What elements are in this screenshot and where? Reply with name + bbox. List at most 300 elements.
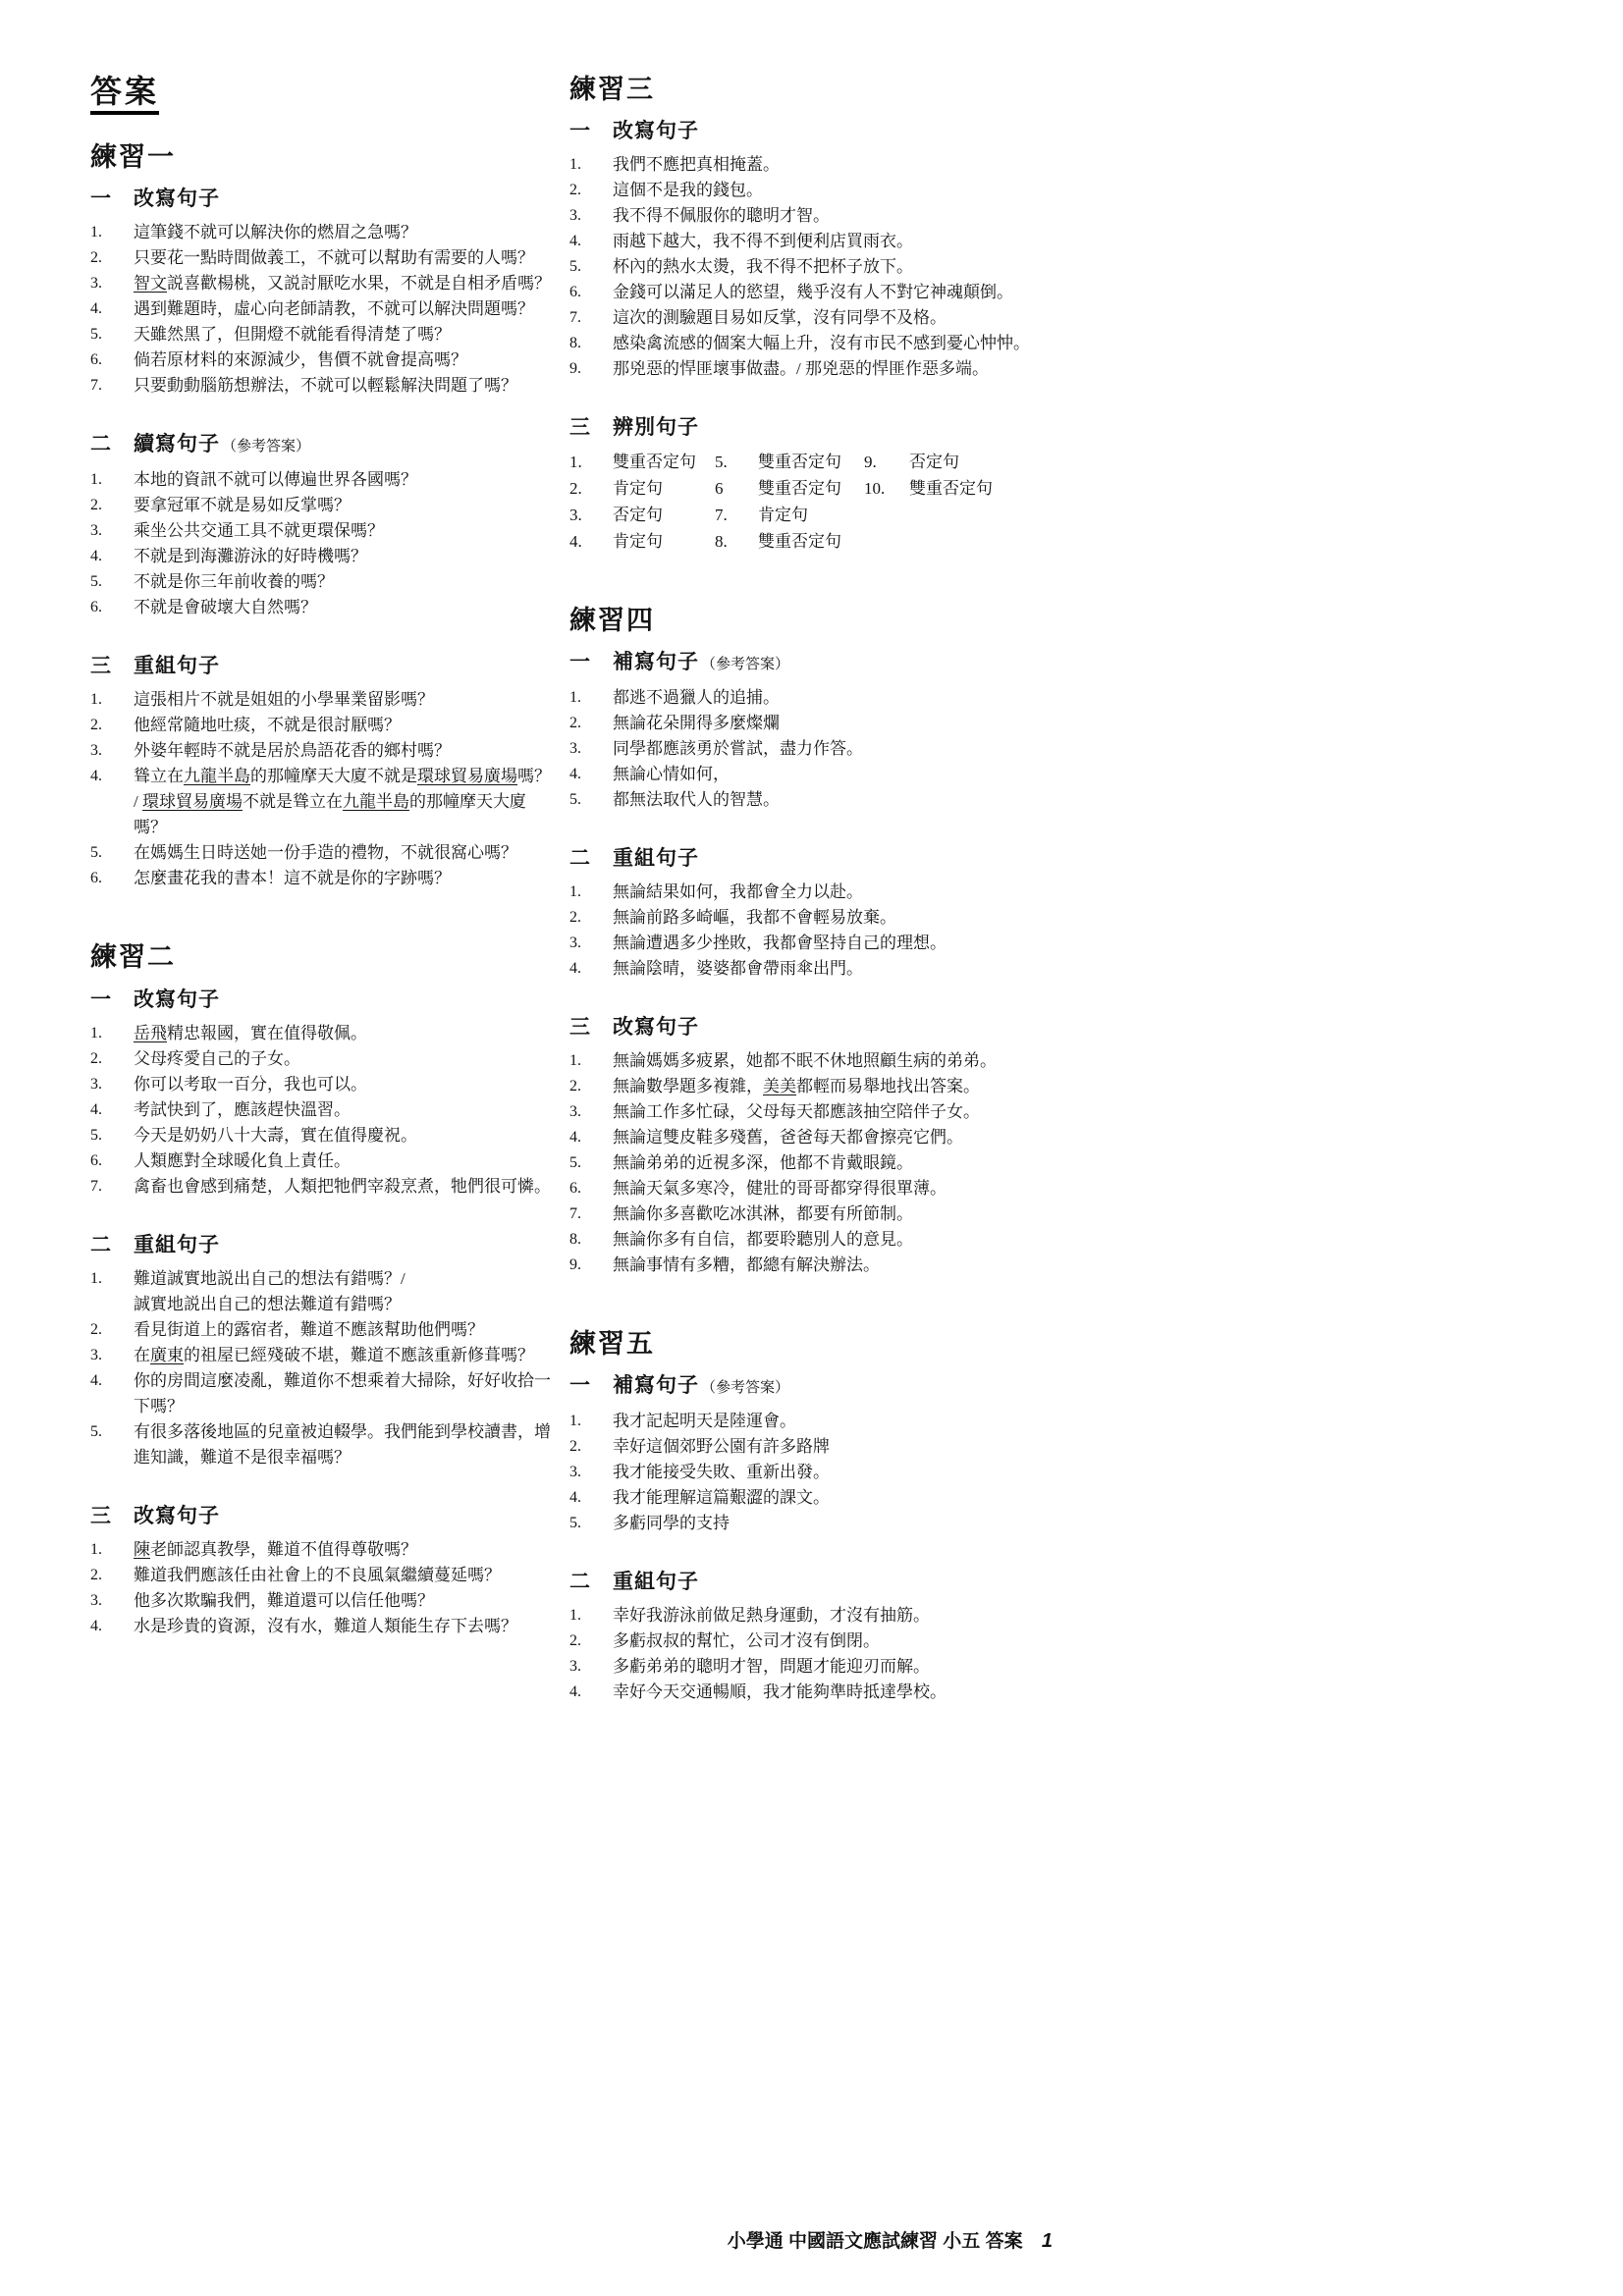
answer-item-number: 4.	[569, 1489, 581, 1507]
answer-item-text: 怎麼畫花我的書本！這不就是你的字跡嗎？	[134, 869, 451, 888]
subsection-number: 三	[90, 655, 112, 678]
answer-item	[569, 736, 1053, 762]
answer-item-text: 多虧叔叔的幫忙，公司才沒有倒閉。	[613, 1631, 880, 1651]
subsection-heading	[569, 1371, 1053, 1403]
answer-item-number: 1.	[569, 883, 581, 901]
answer-item-number: 1.	[569, 689, 581, 707]
column-left	[90, 73, 552, 1705]
answer-item-number: 7.	[569, 309, 581, 327]
answer-item	[90, 347, 552, 373]
grid-cell: 雙重否定句	[758, 453, 841, 472]
answer-item-number: 3.	[90, 1346, 102, 1363]
subsection-title: 續寫句子	[134, 433, 220, 456]
answer-item-number: 2.	[569, 1078, 581, 1095]
answer-item	[569, 1253, 1053, 1278]
answer-item-number: 6.	[90, 1151, 102, 1169]
answer-item-number: 6.	[569, 1180, 581, 1198]
section-title: 練習二	[90, 942, 176, 973]
answer-item	[90, 493, 552, 518]
subsection	[569, 648, 1053, 813]
answer-item-text: 無論遭遇多少挫敗，我都會堅持自己的理想。	[613, 934, 947, 953]
answer-item	[90, 220, 552, 245]
answer-item-number: 3.	[569, 934, 581, 952]
subsection-title: 改寫句子	[613, 120, 699, 143]
section-title: 練習一	[90, 142, 176, 173]
subsection-heading	[90, 185, 552, 214]
answer-item-text: 乘坐公共交通工具不就更環保嗎？	[134, 521, 384, 541]
answer-item	[90, 1072, 552, 1097]
answer-item-number: 3.	[569, 1464, 581, 1481]
answer-item-number: 7.	[569, 1205, 581, 1223]
grid-cell: 6	[715, 479, 724, 499]
subsection-title: 補寫句子	[613, 1374, 699, 1398]
section-title: 練習五	[569, 1329, 655, 1360]
answer-list	[569, 1603, 1053, 1705]
answer-item	[569, 1434, 1053, 1460]
answer-item-number: 2.	[569, 182, 581, 199]
answer-item-text: 岳飛精忠報國，實在值得敬佩。	[134, 1023, 367, 1042]
section-exercise-4	[569, 604, 1053, 1278]
answer-item	[569, 685, 1053, 711]
footer-text: 小學通 中國語文應試練習 小五 答案	[727, 2231, 1023, 2252]
answer-item-number: 7.	[90, 377, 102, 395]
answer-item-number: 4.	[569, 1129, 581, 1147]
section-exercise-1	[90, 140, 552, 891]
answer-item-text: 禽畜也會感到痛楚，人類把牠們宰殺烹煮，牠們很可憐。	[134, 1176, 551, 1196]
answer-item-number: 7.	[90, 1177, 102, 1195]
answer-item-text: 水是珍貴的資源，沒有水，難道人類能生存下去嗎？	[134, 1616, 517, 1635]
answer-item	[569, 229, 1053, 254]
grid-cell: 4.	[569, 532, 582, 552]
answer-item-number: 4.	[90, 1617, 102, 1634]
answer-item-text: 本地的資訊不就可以傳遍世界各國嗎？	[134, 470, 417, 490]
grid-cell: 1.	[569, 453, 582, 472]
answer-item-number: 3.	[569, 1658, 581, 1676]
answer-item-text: 他多次欺騙我們，難道還可以信任他嗎？	[134, 1590, 434, 1610]
answer-item-number: 1.	[90, 1269, 102, 1287]
answer-item-number: 9.	[569, 360, 581, 378]
answer-item-text: 無論事情有多糟，都總有解決辦法。	[613, 1255, 880, 1275]
subsection	[569, 1568, 1053, 1705]
answer-item-text: 難道誠實地説出自己的想法有錯嗎？/ 誠實地説出自己的想法難道有錯嗎？	[134, 1268, 406, 1313]
answer-item-number: 4.	[90, 300, 102, 318]
answer-item-text: 在廣東的祖屋已經殘破不堪，難道不應該重新修葺嗎？	[134, 1345, 534, 1364]
answer-item-number: 2.	[569, 715, 581, 732]
answer-item-number: 2.	[90, 497, 102, 514]
answer-item-number: 3.	[90, 522, 102, 540]
answer-list	[90, 1021, 552, 1200]
answer-item	[569, 880, 1053, 905]
subsection-note: （參考答案）	[222, 438, 311, 455]
answer-list	[569, 1409, 1053, 1536]
subsection-heading	[90, 986, 552, 1015]
answer-item	[569, 1074, 1053, 1099]
answer-item	[569, 1176, 1053, 1201]
answer-item	[90, 1419, 552, 1470]
answer-item	[569, 762, 1053, 787]
answer-item	[569, 956, 1053, 982]
answer-item	[569, 280, 1053, 305]
answer-list	[90, 1537, 552, 1639]
subsection-number: 一	[90, 988, 112, 1011]
answer-item-text: 多虧同學的支持	[613, 1514, 730, 1533]
section-exercise-5	[569, 1327, 1053, 1705]
answer-item-number: 1.	[90, 471, 102, 489]
section-title: 練習三	[569, 75, 655, 104]
answer-item-number: 5.	[569, 1154, 581, 1172]
answer-item-text: 無論這雙皮鞋多殘舊，爸爸每天都會擦亮它們。	[613, 1128, 963, 1148]
subsection	[90, 1231, 552, 1470]
answer-list	[90, 220, 552, 399]
answer-item	[90, 296, 552, 322]
answer-item	[569, 1048, 1053, 1074]
answer-list	[569, 880, 1053, 982]
answer-item-text: 無論結果如何，我都會全力以赴。	[613, 882, 863, 902]
answer-item-number: 1.	[569, 1413, 581, 1430]
subsection	[90, 1502, 552, 1639]
subsection	[90, 986, 552, 1200]
subsection-number: 三	[90, 1504, 112, 1527]
answer-item	[569, 1680, 1053, 1705]
subsection-title: 改寫句子	[134, 1504, 220, 1527]
answer-item-number: 4.	[90, 548, 102, 565]
answer-list	[569, 152, 1053, 382]
grid-cell	[864, 502, 909, 528]
answer-item-text: 你的房間這麼凌亂，難道你不想乘着大掃除，好好收拾一下嗎？	[134, 1370, 551, 1415]
subsection-number: 二	[90, 1233, 112, 1256]
answer-item-text: 這次的測驗題目易如反掌，沒有同學不及格。	[613, 308, 947, 328]
subsection-heading	[569, 648, 1053, 679]
answer-item	[90, 1174, 552, 1200]
answer-item-text: 無論你多喜歡吃冰淇淋，都要有所節制。	[613, 1204, 913, 1224]
grid-cell: 雙重否定句	[758, 479, 841, 499]
answer-item	[90, 1588, 552, 1614]
answer-item-text: 都無法取代人的智慧。	[613, 790, 780, 810]
answer-item-number: 6.	[569, 284, 581, 301]
answer-item-number: 4.	[90, 1371, 102, 1389]
answer-item-text: 無論數學題多複雜，美美都輕而易舉地找出答案。	[613, 1077, 980, 1096]
answer-item-number: 5.	[90, 1422, 102, 1440]
subsection-title: 改寫句子	[134, 988, 220, 1011]
answer-item-number: 2.	[569, 1438, 581, 1456]
answer-item-number: 2.	[569, 909, 581, 927]
answer-item-number: 4.	[90, 768, 102, 785]
answer-item	[569, 1409, 1053, 1434]
answer-item-number: 5.	[90, 844, 102, 862]
answer-item-text: 感染禽流感的個案大幅上升，沒有市民不感到憂心忡忡。	[613, 334, 1030, 353]
answer-item	[90, 595, 552, 620]
page-title: 答案	[90, 73, 159, 115]
answer-item-text: 幸好這個郊野公園有許多路牌	[613, 1437, 830, 1457]
subsection-heading	[569, 844, 1053, 874]
answer-item	[569, 1150, 1053, 1176]
grid-cell: 8.	[715, 532, 728, 552]
answer-item	[569, 905, 1053, 931]
answer-item-number: 2.	[90, 717, 102, 734]
answer-item	[569, 1485, 1053, 1511]
answer-item	[569, 1201, 1053, 1227]
answer-item-number: 2.	[90, 1049, 102, 1067]
answer-item-text: 這個不是我的錢包。	[613, 181, 763, 200]
answer-item-text: 無論心情如何，	[613, 765, 730, 784]
answer-item-number: 4.	[569, 766, 581, 783]
answer-item-text: 無論前路多崎嶇，我都不會輕易放棄。	[613, 908, 896, 928]
section-exercise-2	[90, 940, 552, 1638]
page-footer	[90, 2226, 1053, 2253]
answer-item-text: 遇到難題時，虛心向老師請教，不就可以解決問題嗎？	[134, 299, 534, 319]
subsection-number: 一	[90, 187, 112, 211]
grid-cell: 10.	[864, 479, 886, 499]
answer-item-text: 我才能理解這篇艱澀的課文。	[613, 1488, 830, 1508]
grid-cell: 否定句	[909, 453, 959, 472]
subsection-number: 二	[569, 1571, 591, 1594]
answer-item-text: 他經常隨地吐痰，不就是很討厭嗎？	[134, 716, 401, 735]
answer-item	[569, 331, 1053, 356]
subsection-number: 一	[569, 1374, 591, 1398]
answer-item-text: 外婆年輕時不就是居於鳥語花香的鄉村嗎？	[134, 741, 451, 761]
subsection	[569, 1013, 1053, 1278]
answer-item-text: 只要動動腦筋想辦法，不就可以輕鬆解決問題了嗎？	[134, 376, 517, 396]
answer-item-number: 5.	[90, 573, 102, 591]
answer-item-number: 1.	[569, 156, 581, 174]
answer-item-text: 無論工作多忙碌，父母每天都應該抽空陪伴子女。	[613, 1102, 980, 1122]
answer-item	[90, 764, 552, 840]
column-right	[569, 73, 1053, 1705]
subsection	[90, 185, 552, 399]
subsection	[90, 430, 552, 620]
grid-cell: 7.	[715, 506, 728, 525]
answer-item-text: 我們不應把真相掩蓋。	[613, 155, 780, 175]
answer-item	[90, 1343, 552, 1368]
subsection-note: （參考答案）	[701, 656, 790, 673]
answer-item-text: 聳立在九龍半島的那幢摩天大廈不就是環球貿易廣場嗎？ / 環球貿易廣場不就是聳立在九龍半島的那幢摩天大廈嗎？	[134, 767, 551, 837]
answer-item-number: 3.	[90, 1591, 102, 1609]
answer-item	[90, 1021, 552, 1046]
answer-item-text: 無論你多有自信，都要聆聽別人的意見。	[613, 1230, 913, 1250]
grid-cell	[864, 528, 909, 555]
answer-item-text: 這筆錢不就可以解決你的燃眉之急嗎？	[134, 223, 417, 242]
answer-item	[90, 1614, 552, 1639]
answer-item-text: 人類應對全球暖化負上責任。	[134, 1150, 351, 1170]
answer-item-text: 不就是會破壞大自然嗎？	[134, 598, 317, 617]
answer-item-number: 1.	[569, 1052, 581, 1070]
answer-item	[90, 1563, 552, 1588]
answer-item	[569, 203, 1053, 229]
answer-item-number: 4.	[569, 960, 581, 978]
subsection-heading	[90, 430, 552, 461]
grid-cell: 肯定句	[613, 479, 663, 499]
answer-item-text: 幸好今天交通暢順，我才能夠準時抵達學校。	[613, 1682, 947, 1702]
subsection-heading	[569, 1013, 1053, 1042]
answer-item-text: 無論陰晴，婆婆都會帶雨傘出門。	[613, 959, 863, 979]
answer-item-number: 8.	[569, 1231, 581, 1249]
answer-item	[569, 1460, 1053, 1485]
answer-item-text: 考試快到了，應該趕快溫習。	[134, 1099, 351, 1119]
answer-item	[569, 1603, 1053, 1629]
answer-item-number: 4.	[90, 1100, 102, 1118]
answer-item	[90, 866, 552, 891]
answer-item-number: 5.	[90, 1126, 102, 1144]
subsection-heading	[569, 413, 1053, 443]
grid-cell: 9.	[864, 453, 877, 472]
answer-item	[90, 687, 552, 713]
answer-item	[90, 1123, 552, 1148]
subsection-title: 改寫句子	[613, 1016, 699, 1040]
answer-item-number: 5.	[90, 326, 102, 344]
subsection-number: 三	[569, 1016, 591, 1040]
answer-list	[90, 1266, 552, 1470]
subsection-title: 重組句子	[134, 1233, 220, 1256]
answer-item-number: 5.	[569, 791, 581, 809]
answer-item-number: 3.	[569, 740, 581, 758]
answer-item	[569, 1629, 1053, 1654]
answer-item	[569, 356, 1053, 382]
answer-item-number: 1.	[90, 691, 102, 709]
answer-item	[90, 518, 552, 544]
answer-item-number: 5.	[569, 258, 581, 276]
page-number: 1	[1041, 2230, 1053, 2252]
subsection-title: 重組句子	[613, 847, 699, 871]
answer-grid	[569, 449, 1053, 555]
subsection-number: 一	[569, 120, 591, 143]
subsection-heading	[90, 1231, 552, 1260]
answer-item-number: 6.	[90, 870, 102, 887]
answer-item-text: 智文説喜歡楊桃，又説討厭吃水果，不就是自相矛盾嗎？	[134, 274, 551, 294]
answer-item	[569, 305, 1053, 331]
answer-item-text: 在媽媽生日時送她一份手造的禮物，不就很窩心嗎？	[134, 843, 517, 863]
answer-item-text: 天雖然黑了，但開燈不就能看得清楚了嗎？	[134, 325, 451, 345]
answer-list	[90, 467, 552, 620]
answer-item	[90, 738, 552, 764]
answer-item-text: 無論媽媽多疲累，她都不眠不休地照顧生病的弟弟。	[613, 1051, 997, 1071]
subsection-title: 重組句子	[134, 655, 220, 678]
subsection	[569, 844, 1053, 982]
answer-item	[90, 1148, 552, 1174]
answer-item-number: 9.	[569, 1256, 581, 1274]
answer-item-text: 我才記起明天是陸運會。	[613, 1412, 796, 1431]
subsection-title: 重組句子	[613, 1571, 699, 1594]
answer-item	[90, 1537, 552, 1563]
answer-item-text: 無論花朵開得多麼燦爛	[613, 714, 780, 733]
answer-item	[90, 569, 552, 595]
subsection-number: 二	[569, 847, 591, 871]
answer-item	[569, 931, 1053, 956]
answer-item-text: 金錢可以滿足人的慾望，幾乎沒有人不對它神魂顛倒。	[613, 283, 1013, 302]
answer-item	[569, 787, 1053, 813]
answer-item-text: 難道我們應該任由社會上的不良風氣繼續蔓延嗎？	[134, 1565, 501, 1584]
answer-item	[569, 1099, 1053, 1125]
answer-item	[569, 152, 1053, 178]
subsection-number: 一	[569, 651, 591, 674]
answer-item-text: 今天是奶奶八十大壽，實在值得慶祝。	[134, 1125, 417, 1145]
answer-item	[90, 322, 552, 347]
answer-list	[569, 685, 1053, 813]
subsection-title: 補寫句子	[613, 651, 699, 674]
answer-item-number: 3.	[90, 1075, 102, 1093]
answer-list	[569, 1048, 1053, 1278]
subsection	[569, 117, 1053, 382]
grid-cell: 肯定句	[613, 532, 663, 552]
answer-item-number: 5.	[569, 1515, 581, 1532]
subsection-number: 二	[90, 433, 112, 456]
answer-item	[569, 711, 1053, 736]
section-title: 練習四	[569, 606, 655, 636]
grid-cell	[909, 502, 1053, 528]
answer-item	[90, 373, 552, 399]
grid-cell: 雙重否定句	[909, 479, 993, 499]
grid-cell: 肯定句	[758, 506, 808, 525]
answer-item	[90, 245, 552, 271]
answer-item-number: 2.	[90, 249, 102, 267]
answer-item-text: 無論弟弟的近視多深，他都不肯戴眼鏡。	[613, 1153, 913, 1173]
subsection	[90, 652, 552, 891]
grid-cell: 3.	[569, 506, 582, 525]
answer-item	[569, 1511, 1053, 1536]
subsection-heading	[569, 1568, 1053, 1597]
grid-cell: 雙重否定句	[758, 532, 841, 552]
answer-item	[90, 1097, 552, 1123]
subsection-note: （參考答案）	[701, 1379, 790, 1397]
answer-item-text: 同學都應該勇於嘗試，盡力作答。	[613, 739, 863, 759]
answer-item-text: 都逃不過獵人的追捕。	[613, 688, 780, 708]
answer-item-number: 1.	[90, 224, 102, 241]
subsection-number: 三	[569, 416, 591, 440]
answer-item-number: 1.	[90, 1540, 102, 1558]
answer-item-text: 只要花一點時間做義工，不就可以幫助有需要的人嗎？	[134, 248, 534, 268]
answer-item-text: 要拿冠軍不就是易如反掌嗎？	[134, 496, 351, 515]
answer-item-text: 陳老師認真教學，難道不值得尊敬嗎？	[134, 1539, 417, 1559]
subsection-heading	[569, 117, 1053, 146]
answer-item-text: 無論天氣多寒冷，健壯的哥哥都穿得很單薄。	[613, 1179, 947, 1199]
answer-item	[569, 1227, 1053, 1253]
subsection-heading	[90, 652, 552, 681]
answer-item-number: 2.	[90, 1566, 102, 1583]
answer-item	[569, 254, 1053, 280]
subsection-heading	[90, 1502, 552, 1531]
answer-item-text: 雨越下越大，我不得不到便利店買雨衣。	[613, 232, 913, 251]
grid-cell: 5.	[715, 453, 728, 472]
section-exercise-3	[569, 73, 1053, 555]
answer-item-text: 有很多落後地區的兒童被迫輟學。我們能到學校讀書，增進知識，難道不是很幸福嗎？	[134, 1421, 551, 1467]
subsection-title: 辨別句子	[613, 416, 699, 440]
answer-item	[569, 1125, 1053, 1150]
answer-item	[90, 1317, 552, 1343]
answer-item	[90, 1046, 552, 1072]
answer-item-number: 6.	[90, 351, 102, 369]
answer-item-text: 不就是到海灘游泳的好時機嗎？	[134, 547, 367, 566]
answer-item-text: 這張相片不就是姐姐的小學畢業留影嗎？	[134, 690, 434, 710]
answer-item	[569, 1654, 1053, 1680]
subsection	[569, 413, 1053, 555]
answer-item-text: 父母疼愛自己的子女。	[134, 1048, 300, 1068]
subsection	[569, 1371, 1053, 1536]
answer-item-number: 4.	[569, 233, 581, 250]
answer-item-number: 3.	[90, 275, 102, 293]
answer-item	[569, 178, 1053, 203]
answer-item-number: 3.	[569, 1103, 581, 1121]
answer-item-text: 那兇惡的悍匪壞事做盡。/ 那兇惡的悍匪作惡多端。	[613, 359, 989, 379]
answer-item-number: 3.	[569, 207, 581, 225]
grid-cell	[909, 528, 1053, 555]
subsection-title: 改寫句子	[134, 187, 220, 211]
answer-item	[90, 1368, 552, 1419]
grid-cell: 雙重否定句	[613, 453, 696, 472]
answer-item	[90, 1266, 552, 1317]
answer-item-number: 8.	[569, 335, 581, 352]
answer-item-number: 4.	[569, 1683, 581, 1701]
answer-item-number: 2.	[569, 1632, 581, 1650]
answer-list	[90, 687, 552, 891]
